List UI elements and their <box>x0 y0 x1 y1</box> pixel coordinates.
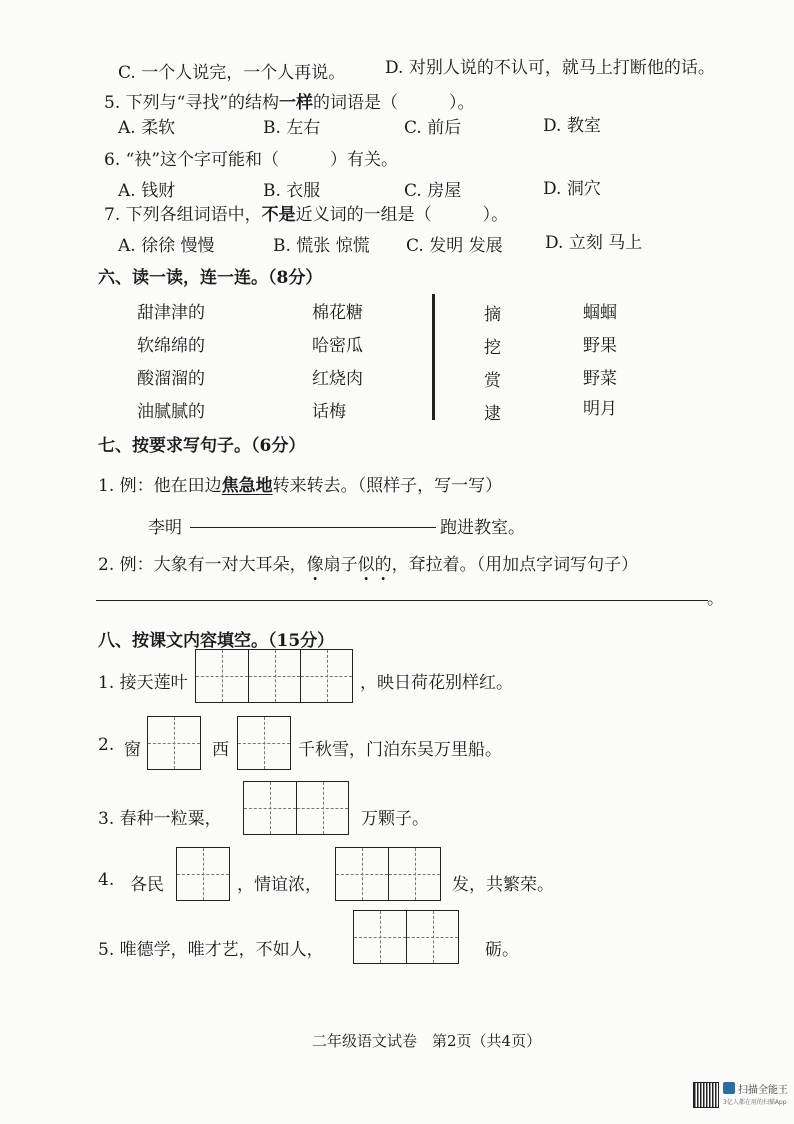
s7-q2-answer-line[interactable] <box>96 600 708 601</box>
tianzige-cell[interactable] <box>177 848 229 900</box>
section7-title: 七、按要求写句子。（6分） <box>98 436 306 456</box>
q7-stem-prefix: 7. 下列各组词语中， <box>104 205 262 225</box>
s7-q2-dotted-1: 像 <box>306 555 324 575</box>
s8-line4-num: 4. <box>98 870 115 890</box>
s7-q1-answer-blank[interactable] <box>190 527 436 528</box>
scanner-logo-icon <box>723 1082 735 1094</box>
tianzige-cell[interactable] <box>354 911 406 963</box>
s6-left-b-2: 哈密瓜 <box>312 336 363 356</box>
s8-line1-suffix: ，映日荷花别样红。 <box>360 673 513 693</box>
s6-right-b-4: 明月 <box>583 399 617 419</box>
s8-line4-a: 各民 <box>130 875 164 895</box>
s7-q1-prefix: 1. 例：他在田边 <box>98 476 222 496</box>
s8-line5-suffix: 砺。 <box>485 940 519 960</box>
s7-q2-end: 。 <box>707 589 724 609</box>
s8-line2-grid-a[interactable] <box>147 716 201 770</box>
s7-q2-dotted-4: 似 <box>357 555 375 575</box>
s8-line2-b: 西 <box>212 740 229 760</box>
q7-option-c: C. 发明 发展 <box>406 236 503 256</box>
s7-q1-after: 跑进教室。 <box>440 518 525 538</box>
s8-line2-grid-b[interactable] <box>237 716 291 770</box>
scanner-subtitle: 3亿人都在用的扫描App <box>723 1099 787 1106</box>
qr-code-icon <box>693 1082 719 1108</box>
s8-line4-suffix: 发，共繁荣。 <box>452 875 554 895</box>
s7-q2-plain-3: 子 <box>340 555 358 575</box>
q5-stem-prefix: 5. 下列与“寻找”的结构 <box>104 93 280 113</box>
q6-option-c: C. 房屋 <box>404 181 462 201</box>
tianzige-cell[interactable] <box>244 782 296 834</box>
tianzige-cell[interactable] <box>148 717 200 769</box>
s8-line5-grid[interactable] <box>353 910 459 964</box>
s8-line1-prefix: 1. 接天莲叶 <box>98 673 188 693</box>
q7-stem-emph: 不是 <box>261 205 296 225</box>
q7-stem-suffix: 近义词的一组是（ ）。 <box>295 205 509 225</box>
q6-option-b: B. 衣服 <box>263 181 321 201</box>
s6-right-b-1: 蝈蝈 <box>583 303 617 323</box>
s7-q2-stem <box>98 550 638 575</box>
s6-right-a-4: 逮 <box>484 404 501 424</box>
q5-option-c: C. 前后 <box>404 118 462 138</box>
q6-option-a: A. 钱财 <box>118 181 176 201</box>
s8-line2-a: 窗 <box>124 740 141 760</box>
q5-option-d: D. 教室 <box>543 116 601 136</box>
s8-line3-prefix: 3. 春种一粒粟， <box>98 809 222 829</box>
s7-q2-plain-2: 扇 <box>323 555 341 575</box>
q5-stem <box>104 88 475 113</box>
s7-q2-dotted-5: 的 <box>374 555 392 575</box>
q4-option-d: D. 对别人说的不认可，就马上打断他的话。 <box>385 58 715 78</box>
section8-title: 八、按课文内容填空。（15分） <box>98 631 335 651</box>
s6-right-a-3: 赏 <box>484 371 501 391</box>
s7-q2-prefix: 2. 例：大象有一对大耳朵， <box>98 555 307 575</box>
s8-line2-num: 2. <box>98 735 115 755</box>
tianzige-cell[interactable] <box>336 848 388 900</box>
s6-left-a-1: 甜津津的 <box>137 303 205 323</box>
q5-stem-suffix: 的词语是（ ）。 <box>313 93 475 113</box>
q6-stem: 6. “袂”这个字可能和（ ）有关。 <box>104 150 399 170</box>
s6-left-b-1: 棉花糖 <box>312 303 363 323</box>
q7-option-b: B. 慌张 惊慌 <box>273 236 370 256</box>
s6-left-a-3: 酸溜溜的 <box>137 369 205 389</box>
s6-right-b-3: 野菜 <box>583 369 617 389</box>
tianzige-cell[interactable] <box>248 650 300 702</box>
tianzige-cell[interactable] <box>196 650 248 702</box>
s8-line3-suffix: 万颗子。 <box>361 809 429 829</box>
q6-option-d: D. 洞穴 <box>543 179 601 199</box>
s8-line4-grid-b[interactable] <box>335 847 441 901</box>
tianzige-cell[interactable] <box>388 848 440 900</box>
s6-left-a-2: 软绵绵的 <box>137 336 205 356</box>
s6-right-a-1: 摘 <box>484 305 501 325</box>
page-footer: 二年级语文试卷 第2页（共4页） <box>312 1032 542 1050</box>
s8-line2-suffix: 千秋雪，门泊东吴万里船。 <box>298 740 502 760</box>
s8-line4-grid-a[interactable] <box>176 847 230 901</box>
tianzige-cell[interactable] <box>296 782 348 834</box>
q4-option-c: C. 一个人说完，一个人再说。 <box>118 63 346 83</box>
s8-line3-grid[interactable] <box>243 781 349 835</box>
s7-q1-emph: 焦急地 <box>221 476 273 496</box>
tianzige-cell[interactable] <box>238 717 290 769</box>
s8-line1-grid[interactable] <box>195 649 353 703</box>
s6-right-b-2: 野果 <box>583 336 617 356</box>
s7-q2-suffix: ，耷拉着。（用加点字词写句子） <box>391 555 639 575</box>
q5-option-a: A. 柔软 <box>118 118 176 138</box>
section6-title: 六、读一读，连一连。（8分） <box>98 268 323 288</box>
scanner-title: 扫描全能王 <box>738 1085 788 1096</box>
q7-stem <box>104 200 508 225</box>
s6-right-a-2: 挖 <box>484 338 501 358</box>
s7-q1-stem <box>98 471 502 496</box>
tianzige-cell[interactable] <box>300 650 352 702</box>
s8-line4-b: ，情谊浓， <box>237 875 322 895</box>
s7-q1-suffix: 转来转去。（照样子，写一写） <box>272 476 503 496</box>
tianzige-cell[interactable] <box>406 911 458 963</box>
q5-stem-emph: 一样 <box>279 93 314 113</box>
q7-option-a: A. 徐徐 慢慢 <box>118 236 215 256</box>
q5-option-b: B. 左右 <box>263 118 321 138</box>
q7-option-d: D. 立刻 马上 <box>545 233 643 253</box>
s6-left-b-3: 红烧肉 <box>312 369 363 389</box>
s8-line5-prefix: 5. 唯德学，唯才艺，不如人， <box>98 940 324 960</box>
section6-divider <box>432 294 435 420</box>
s6-left-b-4: 话梅 <box>312 402 346 422</box>
s7-q1-before: 李明 <box>148 518 182 538</box>
s6-left-a-4: 油腻腻的 <box>137 402 205 422</box>
